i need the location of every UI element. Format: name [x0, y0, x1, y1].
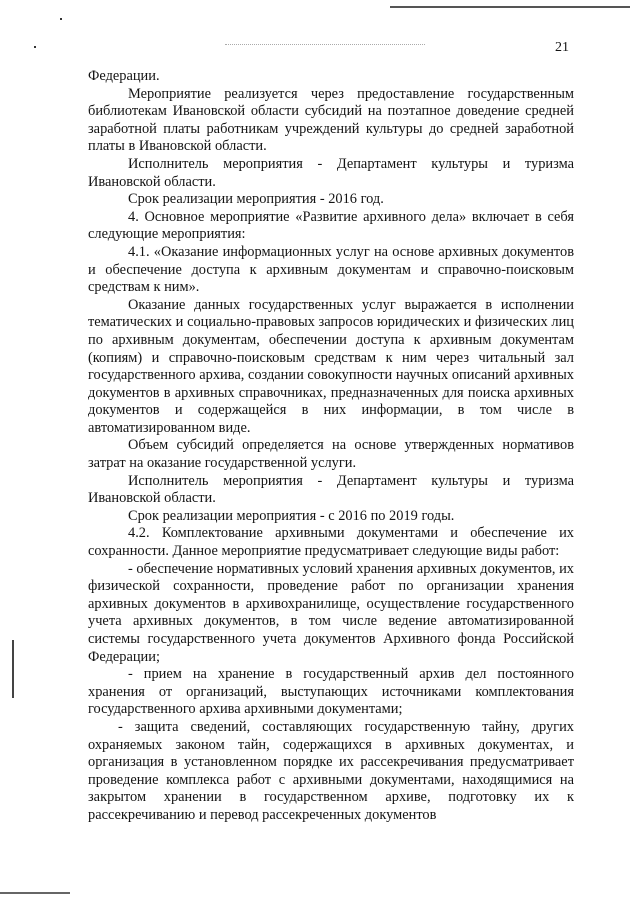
paragraph: 4. Основное мероприятие «Развитие архивного дела» включает в себя следующие мероприятия:: [88, 208, 574, 243]
paragraph: Мероприятие реализуется через предоставление государственным библиотекам Ивановской области субсидий на поэтапное доведение средней заработной платы работникам учреждений культуры до средней заработной платы в Ивановской области.: [88, 85, 574, 155]
document-body: [88, 68, 574, 825]
scan-speck: [34, 46, 36, 48]
paragraph: Срок реализации мероприятия - с 2016 по 2019 годы.: [128, 507, 455, 524]
scan-artifact-margin-line: [12, 640, 14, 698]
paragraph: Федерации.: [88, 68, 160, 84]
scan-artifact-dots: [225, 44, 425, 47]
paragraph: Срок реализации мероприятия - 2016 год.: [128, 191, 384, 208]
list-item: - прием на хранение в государственный архив дел постоянного хранения от организаций, выступающих источниками комплектования государственного архива архивными документами;: [88, 666, 574, 718]
paragraph: 4.2. Комплектование архивными документами и обеспечение их сохранности. Данное мероприятие предусматривает следующие виды работ:: [88, 525, 574, 560]
list-item: - защита сведений, составляющих государственную тайну, других охраняемых законом тайн, содержащихся в архивных документах, и организация в установленном порядке их рассекречивания предусматривает проведение комплекса работ с архивными документами, находящимися на закрытом хранении в государственном архиве, подготовку их к рассекречиванию и перевод рассекреченных документов: [88, 718, 574, 823]
paragraph: Исполнитель мероприятия - Департамент культуры и туризма Ивановской области.: [88, 472, 574, 507]
paragraph: Исполнитель мероприятия - Департамент культуры и туризма Ивановской области.: [88, 155, 574, 190]
paragraph: Объем субсидий определяется на основе утвержденных нормативов затрат на оказание государственной услуги.: [88, 437, 574, 472]
scan-artifact-bottom-line: [0, 892, 70, 894]
page-number: 21: [555, 40, 569, 55]
paragraph: 4.1. «Оказание информационных услуг на основе архивных документов и обеспечение доступа к архивным документам и справочно-поисковым средствам к ним».: [88, 243, 574, 296]
paragraph: Оказание данных государственных услуг выражается в исполнении тематических и социально-правовых запросов юридических и физических лиц по архивным документам, обеспечении доступа к архивным документам (копиям) и справочно-поисковым средствам к ним через читальный зал государственного архива, создании совокупности научных описаний архивных документов в архивных справочниках, предназначенных для поиска архивных документов и содержащейся в них информации, в том числе в автоматизированном виде.: [88, 296, 574, 436]
scan-artifact-top-line: [390, 6, 630, 8]
scan-speck: [60, 18, 62, 20]
list-item: - обеспечение нормативных условий хранения архивных документов, их физической сохранности, проведение работ по организации хранения архивных документов в архивохранилище, осуществление государственного учета архивных документов, в том числе ведение автоматизированной системы государственного учета документов Архивного фонда Российской Федерации;: [88, 560, 574, 665]
